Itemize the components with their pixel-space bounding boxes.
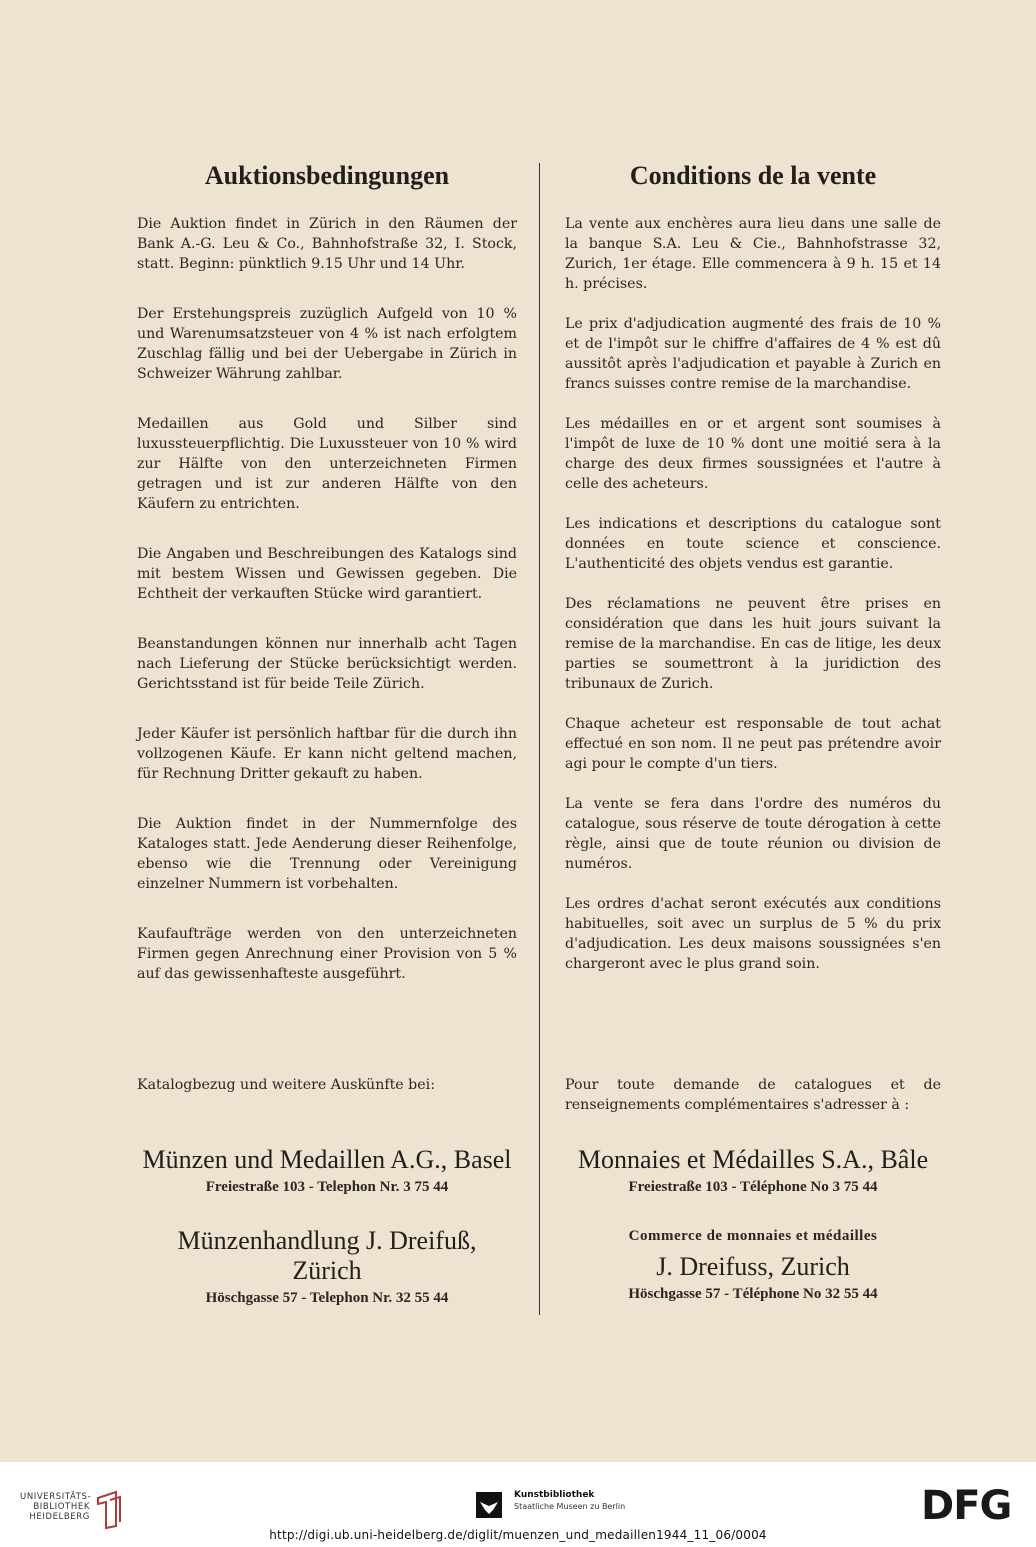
french-paragraph: Des réclamations ne peuvent être prises en considération que dans les huit jours suivant la remise de la marchandise. En cas de litige, les deux parties se soumettront à la juridiction des tribunaux de Zurich. — [565, 596, 941, 692]
firm-name: Münzen und Medaillen A.G., Basel — [142, 1145, 512, 1174]
firm-address: Höschgasse 57 - Telephon Nr. 32 55 44 — [205, 1290, 449, 1306]
german-paragraph: Beanstandungen können nur innerhalb acht Tagen nach Lieferung der Stücke berücksichtigt werden. Gerichtsstand ist für beide Teile Zürich. — [137, 636, 517, 692]
firm-name: J. Dreifuss, Zurich — [656, 1252, 850, 1281]
german-firm-zurich — [137, 1226, 517, 1308]
french-paragraph: Les ordres d'achat seront exécutés aux conditions habituelles, soit avec un surplus de 5 % du prix d'adjudication. Les deux maisons soussignées s'en chargeront avec le plus grand soin. — [565, 896, 941, 972]
german-paragraph: Die Auktion findet in der Nummernfolge des Kataloges statt. Jede Aenderung dieser Reihenfolge, ebenso wie die Trennung oder Vereinigung einzelner Nummern ist vorbehalten. — [137, 816, 517, 892]
firm-address: Freiestraße 103 - Téléphone No 3 75 44 — [628, 1179, 878, 1195]
dfg-logo[interactable]: DFG — [921, 1483, 1012, 1529]
french-paragraph: Chaque acheteur est responsable de tout achat effectué en son nom. Il ne peut pas prétendre avoir agi pour le compte d'un tiers. — [565, 716, 941, 772]
french-heading: Conditions de la vente — [629, 161, 877, 190]
french-paragraph: Le prix d'adjudication augmenté des frais de 10 % et de l'impôt sur le chiffre d'affaires de 4 % est dû aussitôt après l'adjudication et payable à Zurich en francs suisses contre remise de la marchandise. — [565, 316, 941, 392]
eagle-icon — [476, 1492, 502, 1518]
german-paragraph: Die Auktion findet in Zürich in den Räumen der Bank A.-G. Leu & Co., Bahnhofstraße 32, I. Stock, statt. Beginn: pünktlich 9.15 Uhr und 14 Uhr. — [137, 216, 517, 272]
french-catalog-note: Pour toute demande de catalogues et de renseignements complémentaires s'adresser à : — [565, 1077, 941, 1113]
kb-subtitle: Staatliche Museen zu Berlin — [514, 1502, 626, 1511]
french-column — [565, 160, 941, 1302]
french-paragraph: La vente aux enchères aura lieu dans une salle de la banque S.A. Leu & Cie., Bahnhofstrasse 32, Zurich, 1er étage. Elle commencera à 9 h. 15 et 14 h. précises. — [565, 216, 941, 292]
source-url-link[interactable]: http://digi.ub.uni-heidelberg.de/diglit/muenzen_und_medaillen1944_11_06/0004 — [269, 1528, 767, 1542]
french-firm-bale — [565, 1145, 941, 1197]
kb-title: Kunstbibliothek — [514, 1490, 595, 1500]
german-paragraph: Die Angaben und Beschreibungen des Katalogs sind mit bestem Wissen und Gewissen gegeben. Die Echtheit der verkauften Stücke wird garantiert. — [137, 546, 517, 602]
french-paragraph: La vente se fera dans l'ordre des numéros du catalogue, sous réserve de toute dérogation à cette règle, ainsi que de toute réunion ou division de numéros. — [565, 796, 941, 872]
german-paragraph: Medaillen aus Gold und Silber sind luxussteuerpflichtig. Die Luxussteuer von 10 % wird zur Hälfte von den unterzeichneten Firmen getragen und ist zur anderen Hälfte von den Käufern zu entrichten. — [137, 416, 517, 512]
french-firm-zurich — [565, 1226, 941, 1304]
french-paragraph: Les médailles en or et argent sont soumises à l'impôt de luxe de 10 % dont une moitié sera à la charge des deux firmes soussignées et l'autre à celle des acheteurs. — [565, 416, 941, 492]
german-paragraph: Der Erstehungspreis zuzüglich Aufgeld von 10 % und Warenumsatzsteuer von 4 % ist nach erfolgtem Zuschlag fällig und bei der Uebergabe in Zürich in Schweizer Währung zahlbar. — [137, 306, 517, 382]
german-paragraphs — [137, 214, 517, 1014]
kunstbibliothek-logo[interactable] — [476, 1490, 656, 1520]
german-paragraph: Jeder Käufer ist persönlich haftbar für die durch ihn vollzogenen Käufe. Er kann nicht geltend machen, für Rechnung Dritter gekauft zu haben. — [137, 726, 517, 782]
firm-city: Zürich — [292, 1256, 362, 1285]
german-catalog-note: Katalogbezug und weitere Auskünfte bei: — [137, 1077, 435, 1093]
firm-name: Monnaies et Médailles S.A., Bâle — [577, 1145, 929, 1174]
french-paragraphs — [565, 214, 941, 994]
firm-name: Münzenhandlung J. Dreifuß, — [177, 1226, 477, 1255]
firm-address: Höschgasse 57 - Téléphone No 32 55 44 — [628, 1286, 878, 1302]
library-name: UNIVERSITÄTS- BIBLIOTHEK HEIDELBERG — [20, 1492, 92, 1522]
german-paragraph: Kaufaufträge werden von den unterzeichneten Firmen gegen Anrechnung einer Provision von 5 % auf das gewissenhafteste ausgeführt. — [137, 926, 517, 982]
column-divider — [539, 163, 540, 1315]
firm-subtitle: Commerce de monnaies et médailles — [628, 1228, 878, 1244]
german-heading: Auktionsbedingungen — [204, 161, 450, 190]
firm-address: Freiestraße 103 - Telephon Nr. 3 75 44 — [205, 1179, 449, 1195]
german-column — [137, 160, 517, 1306]
german-firm-basel — [137, 1145, 517, 1197]
footer-bar — [0, 1462, 1036, 1547]
french-paragraph: Les indications et descriptions du catalogue sont données en toute science et conscience. L'authenticité des objets vendus est garantie. — [565, 516, 941, 572]
heidelberg-emblem-icon — [94, 1490, 124, 1530]
